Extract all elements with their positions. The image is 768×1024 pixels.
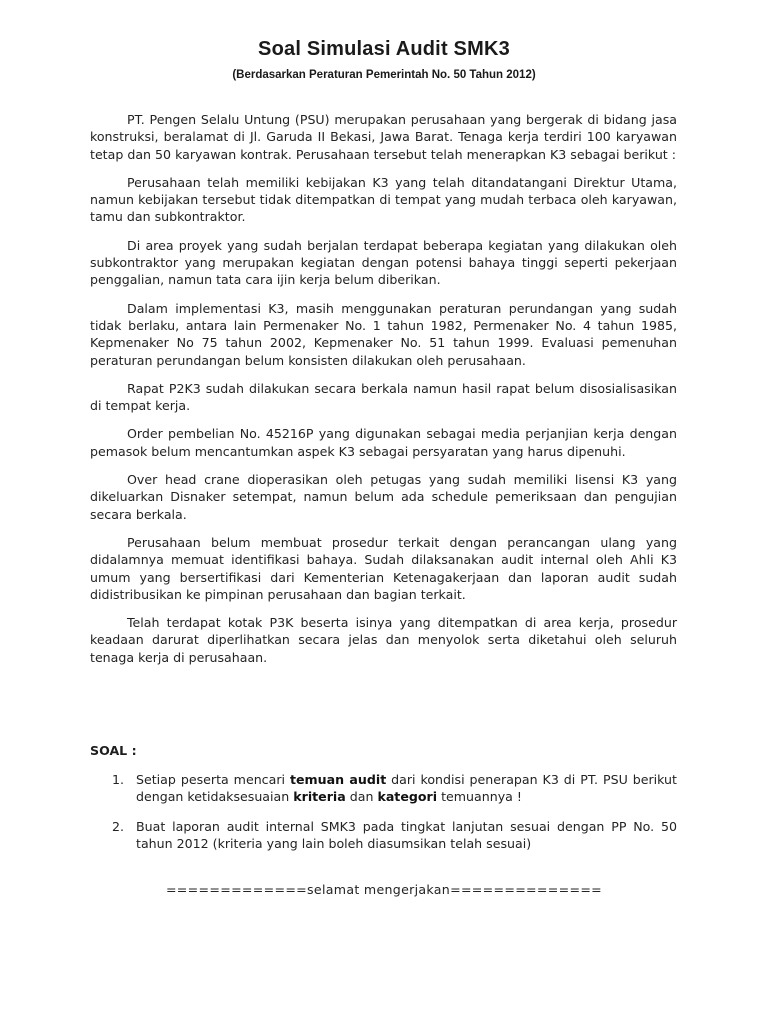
document-title: Soal Simulasi Audit SMK3 (258, 38, 510, 60)
paragraph: Perusahaan belum membuat prosedur terkait dengan perancangan ulang yang didalamnya memuat identifikasi bahaya. Sudah dilaksanakan audit internal oleh Ahli K3 umum yang bersertifikasi dari Kementerian Ketenagakerjaan dan laporan audit sudah didistribusikan ke pimpinan perusahaan dan bagian terkait. (90, 534, 677, 602)
case-description (90, 111, 677, 677)
question-text-part: dan (345, 789, 378, 805)
question-list (90, 771, 677, 864)
paragraph: Di area proyek yang sudah berjalan terdapat beberapa kegiatan yang dilakukan oleh subkontraktor yang merupakan kegiatan dengan potensi bahaya tinggi seperti pekerjaan penggalian, namun tata cara ijin kerja belum diberikan. (90, 237, 677, 288)
paragraph: Over head crane dioperasikan oleh petugas yang sudah memiliki lisensi K3 yang dikeluarkan Disnaker setempat, namun belum ada schedule pemeriksaan dan pengujian secara berkala. (90, 472, 677, 522)
question-text (136, 772, 677, 804)
question-text-part: dari kondisi penerapan K3 di PT. PSU berikut dengan ketidaksesuaian (136, 772, 677, 805)
paragraph: Perusahaan telah memiliki kebijakan K3 yang telah ditandatangani Direktur Utama, namun kebijakan tersebut tidak ditempatkan di tempat yang mudah terbaca oleh karyawan, tamu dan subkontraktor. (90, 174, 677, 225)
question-number: 1. (112, 772, 125, 787)
question-text-part: temuannya ! (437, 789, 522, 805)
question-keyword: temuan audit (289, 772, 387, 787)
question-keyword: kriteria (293, 789, 346, 805)
paragraph: Order pembelian No. 45216P yang digunakan sebagai media perjanjian kerja dengan pemasok belum mencantumkan aspek K3 sebagai persyaratan yang harus dipenuhi. (90, 426, 677, 459)
paragraph: Rapat P2K3 sudah dilakukan secara berkala namun hasil rapat belum disosialisasikan di tempat kerja. (90, 380, 677, 414)
paragraph: PT. Pengen Selalu Untung (PSU) merupakan perusahaan yang bergerak di bidang jasa konstruksi, beralamat di Jl. Garuda II Bekasi, Jawa Barat. Tenaga kerja terdiri 100 karyawan tetap dan 50 karyawan kontrak. Perusahaan tersebut telah menerapkan K3 sebagai berikut : (90, 112, 677, 162)
question-keyword: kategori (377, 789, 438, 805)
question-text: Buat laporan audit internal SMK3 pada tingkat lanjutan sesuai dengan PP No. 50 tahun 2012 (kriteria yang lain boleh diasumsikan telah sesuai) (136, 818, 677, 851)
paragraph: Telah terdapat kotak P3K beserta isinya yang ditempatkan di area kerja, prosedur keadaan darurat diperlihatkan secara jelas dan menyolok serta diketahui oleh seluruh tenaga kerja di perusahaan. (90, 615, 677, 665)
question-text-part: Setiap peserta mencari (136, 772, 290, 787)
closing-line: =============selamat mengerjakan============== (165, 882, 603, 897)
soal-heading: SOAL : (90, 743, 137, 758)
question-item (90, 771, 677, 806)
question-number: 2. (112, 818, 125, 834)
document-subtitle: (Berdasarkan Peraturan Pemerintah No. 50 Tahun 2012) (232, 69, 536, 81)
question-item (90, 818, 677, 853)
paragraph: Dalam implementasi K3, masih menggunakan peraturan perundangan yang sudah tidak berlaku, antara lain Permenaker No. 1 tahun 1982, Permenaker No. 4 tahun 1985, Kepmenaker No 75 tahun 2002, Kepmenaker No. 51 tahun 1999. Evaluasi pemenuhan peraturan perundangan belum konsisten dilakukan oleh perusahaan. (90, 300, 677, 368)
